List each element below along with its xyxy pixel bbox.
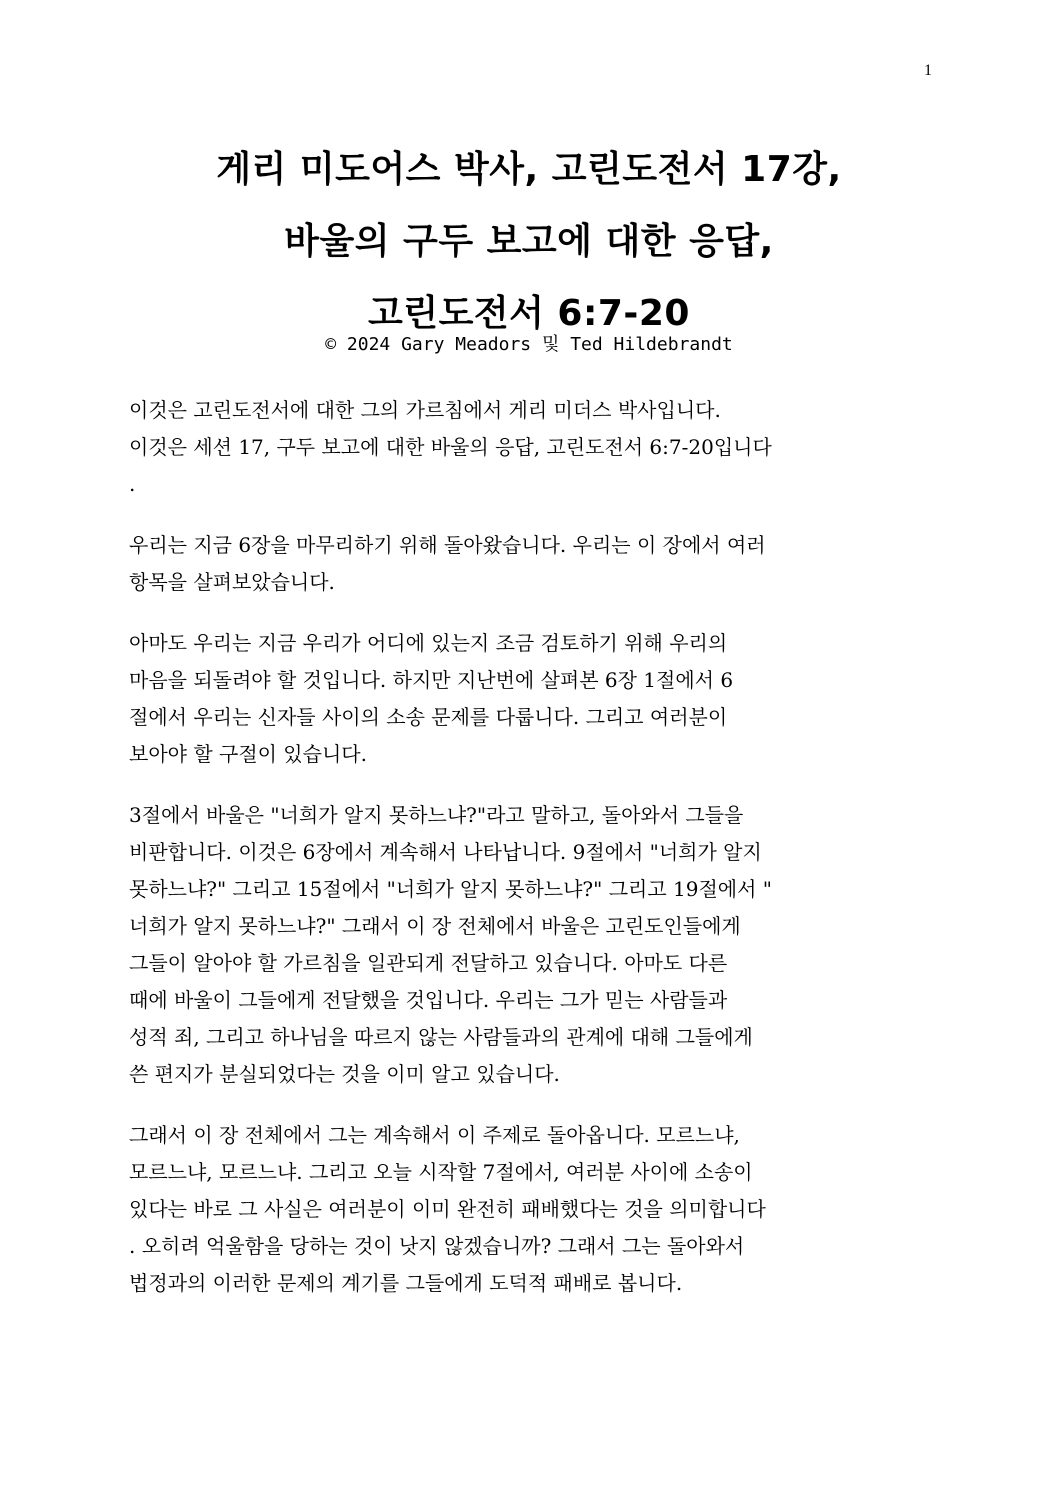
paragraph xyxy=(129,392,929,503)
text-line: 그래서 이 장 전체에서 그는 계속해서 이 주제로 돌아옵니다. 모르느냐, xyxy=(129,1123,740,1147)
text-line: . xyxy=(129,472,136,496)
text-line: 아마도 우리는 지금 우리가 어디에 있는지 조금 검토하기 위해 우리의 xyxy=(129,631,728,655)
text-line: 우리는 지금 6장을 마무리하기 위해 돌아왔습니다. 우리는 이 장에서 여러 xyxy=(129,533,766,557)
paragraph xyxy=(129,625,929,773)
body-text xyxy=(129,392,929,1326)
text-line: 때에 바울이 그들에게 전달했을 것입니다. 우리는 그가 믿는 사람들과 xyxy=(129,988,728,1012)
text-line: 쓴 편지가 분실되었다는 것을 이미 알고 있습니다. xyxy=(129,1062,560,1086)
text-line: 마음을 되돌려야 할 것입니다. 하지만 지난번에 살펴본 6장 1절에서 6 xyxy=(129,668,734,692)
text-line: 못하느냐?" 그리고 15절에서 "너희가 알지 못하느냐?" 그리고 19절에서 " xyxy=(129,877,772,901)
text-line: 있다는 바로 그 사실은 여러분이 이미 완전히 패배했다는 것을 의미합니다 xyxy=(129,1197,766,1221)
text-line: 법정과의 이러한 문제의 계기를 그들에게 도덕적 패배로 봅니다. xyxy=(129,1271,683,1295)
paragraph xyxy=(129,527,929,601)
text-line: 보아야 할 구절이 있습니다. xyxy=(129,742,367,766)
title-line: 바울의 구두 보고에 대한 응답, xyxy=(284,221,774,262)
text-line: 성적 죄, 그리고 하나님을 따르지 않는 사람들과의 관계에 대해 그들에게 xyxy=(129,1025,753,1049)
text-line: 절에서 우리는 신자들 사이의 소송 문제를 다룹니다. 그리고 여러분이 xyxy=(129,705,728,729)
document-title xyxy=(0,134,1058,350)
paragraph xyxy=(129,1117,929,1302)
text-line: 3절에서 바울은 "너희가 알지 못하느냐?"라고 말하고, 돌아와서 그들을 xyxy=(129,803,744,827)
title-line: 게리 미도어스 박사, 고린도전서 17강, xyxy=(216,149,842,190)
text-line: 항목을 살펴보았습니다. xyxy=(129,570,335,594)
text-line: . 오히려 억울함을 당하는 것이 낫지 않겠습니까? 그래서 그는 돌아와서 xyxy=(129,1234,745,1258)
text-line: 모르느냐, 모르느냐. 그리고 오늘 시작할 7절에서, 여러분 사이에 소송이 xyxy=(129,1160,753,1184)
text-line: 그들이 알아야 할 가르침을 일관되게 전달하고 있습니다. 아마도 다른 xyxy=(129,951,728,975)
copyright-notice: © 2024 Gary Meadors 및 Ted Hildebrandt xyxy=(325,334,733,355)
title-line: 고린도전서 6:7-20 xyxy=(368,293,690,334)
page-number: 1 xyxy=(924,62,932,79)
text-line: 너희가 알지 못하느냐?" 그래서 이 장 전체에서 바울은 고린도인들에게 xyxy=(129,914,741,938)
paragraph xyxy=(129,797,929,1093)
text-line: 이것은 세션 17, 구두 보고에 대한 바울의 응답, 고린도전서 6:7-20입니다 xyxy=(129,435,772,459)
text-line: 이것은 고린도전서에 대한 그의 가르침에서 게리 미더스 박사입니다. xyxy=(129,398,721,422)
text-line: 비판합니다. 이것은 6장에서 계속해서 나타납니다. 9절에서 "너희가 알지 xyxy=(129,840,762,864)
